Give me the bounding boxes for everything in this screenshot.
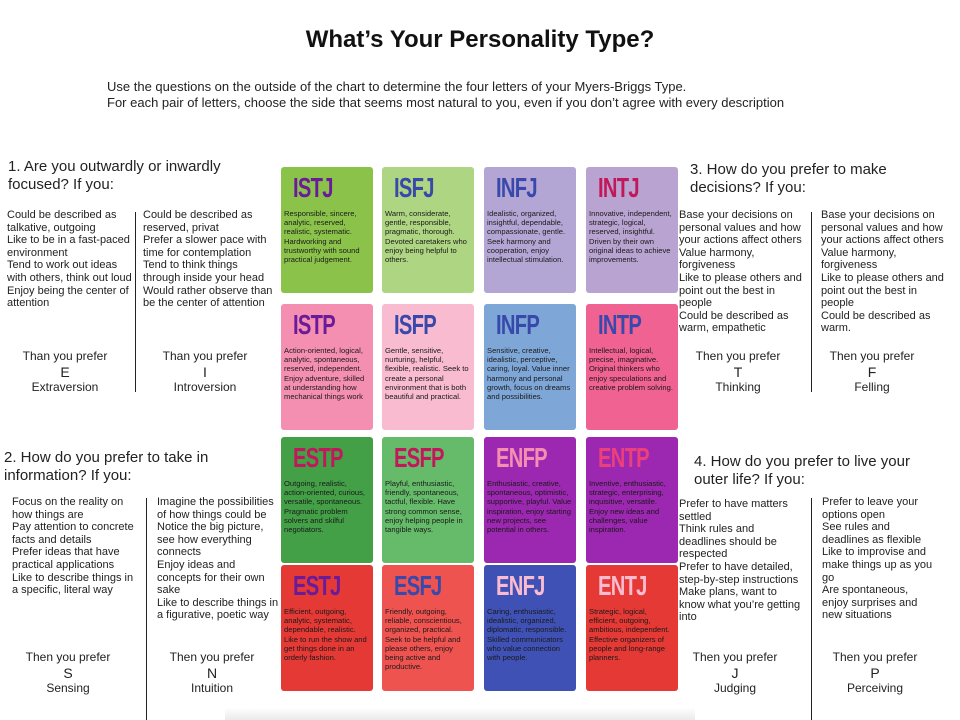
type-description: Playful, enthusiastic, friendly, spontaneous, tactful, flexible. Have strong common sense, enjoy helping people in tangible ways.	[385, 479, 463, 535]
q3-right-description: Base your decisions on personal values and how your actions affect others Value harmony, forgiveness Like to please others and point out the best in people Could be described as warm.	[821, 209, 944, 335]
type-description: Responsible, sincere, analytic, reserved, realistic, systematic. Hardworking and trustworthy with sound practical judgement.	[284, 209, 360, 265]
preference-letter: E	[60, 364, 70, 380]
preference-letter: S	[63, 665, 73, 681]
q1-right-preference	[145, 349, 265, 395]
type-card-infj	[484, 167, 576, 293]
preference-word: Judging	[713, 681, 757, 695]
type-description: Outgoing, realistic, action-oriented, curious, versatile, spontaneous. Pragmatic problem solvers and skilful negotiators.	[284, 479, 366, 535]
type-description: Efficient, outgoing, analytic, systematic, dependable, realistic. Like to run the show and get things done in an orderly fashion.	[284, 607, 367, 663]
type-code: ENTP	[598, 442, 649, 473]
q4-left-description: Prefer to have matters settled Think rules and deadlines should be respected Prefer to have detailed, step-by-step instructions Make plans, want to know what you’re getting into	[679, 498, 801, 624]
intro-text: Use the questions on the outside of the chart to determine the four letters of your Myers-Briggs Type. For each pair of letters, choose the side that seems most natural to you, even if you don’t agree with every description	[107, 79, 785, 110]
type-card-enfj	[484, 565, 576, 691]
q2-left-description: Focus on the reality on how things are Pay attention to concrete facts and details Prefer ideas that have practical applications Like to describe things in a specific, literal way	[12, 496, 134, 597]
preference-label: Than you prefer	[162, 349, 248, 363]
page-title: What’s Your Personality Type?	[305, 26, 655, 53]
q4-right-description: Prefer to leave your options open See rules and deadlines as flexible Like to improvise and make things up as you go Are spontaneous, enjoy surprises and new situations	[822, 496, 933, 622]
type-description: Innovative, independent, strategic, logical, reserved, insightful. Driven by their own original ideas to achieve improvements.	[589, 209, 672, 265]
preference-label: Than you prefer	[22, 349, 108, 363]
q2-right-description: Imagine the possibilities of how things could be Notice the big picture, see how everything connects Enjoy ideas and concepts for their own sake Like to describe things in a figurative, poetic way	[157, 496, 279, 622]
type-code: ISFJ	[394, 172, 434, 203]
type-card-estp	[281, 437, 373, 563]
question-1: 1. Are you outwardly or inwardly focused? If you:	[8, 158, 221, 193]
q4-left-preference	[675, 650, 795, 696]
type-description: Caring, enthusiastic, idealistic, organized, diplomatic, responsible. Skilled communicators who value connection with people.	[487, 607, 567, 663]
question-4: 4. How do you prefer to live your outer life? If you:	[694, 453, 910, 488]
preference-word: Extraversion	[31, 380, 99, 394]
q3-left-description: Base your decisions on personal values and how your actions affect others Value harmony, forgiveness Like to please others and point out the best in people Could be described as warm, empathetic	[679, 209, 802, 335]
type-card-istj	[281, 167, 373, 293]
type-card-estj	[281, 565, 373, 691]
type-description: Friendly, outgoing, reliable, conscientious, organized, practical. Seek to be helpful and please others, enjoy being active and productive.	[385, 607, 462, 672]
type-code: ISFP	[394, 309, 436, 340]
type-description: Intellectual, logical, precise, imaginative. Original thinkers who enjoy speculations and creative problem solving.	[589, 346, 673, 392]
type-description: Gentle, sensitive, nurturing, helpful, flexible, realistic. Seek to create a personal environment that is both beautiful and practical.	[385, 346, 469, 402]
type-code: INFJ	[496, 172, 537, 203]
type-code: ENFP	[496, 442, 547, 473]
type-description: Inventive, enthusiastic, strategic, enterprising, inquisitive, versatile. Enjoy new ideas and challenges, value inspiration.	[589, 479, 666, 535]
preference-letter: F	[867, 364, 877, 380]
q3-right-preference	[812, 349, 932, 395]
type-card-entp	[586, 437, 678, 563]
preference-label: Then you prefer	[169, 650, 255, 664]
q1-left-description: Could be described as talkative, outgoing Like to be in a fast-paced environment Tend to work out ideas with others, think out loud Enjoy being the center of attention	[7, 209, 132, 310]
page-bottom-edge	[225, 708, 695, 720]
q2-right-preference	[152, 650, 272, 696]
preference-letter: N	[206, 665, 218, 681]
q3-left-preference	[678, 349, 798, 395]
q1-right-description: Could be described as reserved, privat Prefer a slower pace with time for contemplation Tend to think things through inside your head Would rather observe than be the center of attention	[143, 209, 273, 310]
type-card-esfj	[382, 565, 474, 691]
preference-letter: J	[731, 665, 739, 681]
preference-label: Then you prefer	[829, 349, 915, 363]
preference-letter: I	[203, 364, 207, 380]
type-description: Enthusiastic, creative, spontaneous, optimistic, supportive, playful. Value inspiration, enjoy starting new projects, see potential in others.	[487, 479, 572, 535]
type-code: ISTP	[293, 309, 335, 340]
type-code: ESFJ	[394, 570, 442, 601]
type-card-isfj	[382, 167, 474, 293]
q4-divider	[811, 498, 812, 720]
preference-label: Then you prefer	[25, 650, 111, 664]
type-card-intj	[586, 167, 678, 293]
question-2: 2. How do you prefer to take in information? If you:	[4, 449, 209, 484]
type-code: ESTP	[293, 442, 343, 473]
type-description: Warm, considerate, gentle, responsible, pragmatic, thorough. Devoted caretakers who enjoy being helpful to others.	[385, 209, 467, 265]
type-code: ESFP	[394, 442, 444, 473]
type-code: ESTJ	[293, 570, 341, 601]
preference-letter: T	[733, 364, 743, 380]
preference-word: Introversion	[173, 380, 237, 394]
q4-right-preference	[815, 650, 935, 696]
preference-label: Then you prefer	[692, 650, 778, 664]
type-card-infp	[484, 304, 576, 430]
preference-word: Intuition	[190, 681, 234, 695]
preference-word: Sensing	[46, 681, 90, 695]
type-card-istp	[281, 304, 373, 430]
preference-word: Felling	[854, 380, 890, 394]
preference-word: Perceiving	[846, 681, 904, 695]
type-card-entj	[586, 565, 678, 691]
q2-divider	[146, 498, 147, 720]
preference-label: Then you prefer	[695, 349, 781, 363]
type-card-intp	[586, 304, 678, 430]
preference-label: Then you prefer	[832, 650, 918, 664]
type-card-esfp	[382, 437, 474, 563]
type-code: INTP	[598, 309, 642, 340]
q2-left-preference	[8, 650, 128, 696]
type-description: Action-oriented, logical, analytic, spontaneous, reserved, independent. Enjoy adventure, skilled at understanding how mechanical things work	[284, 346, 365, 402]
question-3: 3. How do you prefer to make decisions? If you:	[690, 161, 887, 196]
type-code: INFP	[496, 309, 540, 340]
type-code: ISTJ	[293, 172, 333, 203]
q1-left-preference	[5, 349, 125, 395]
type-code: ENFJ	[496, 570, 545, 601]
type-card-isfp	[382, 304, 474, 430]
type-code: INTJ	[598, 172, 639, 203]
q1-divider	[135, 212, 136, 392]
preference-word: Thinking	[715, 380, 761, 394]
preference-letter: P	[870, 665, 880, 681]
type-description: Strategic, logical, efficient, outgoing, ambitious, independent. Effective organizers of people and long-range planners.	[589, 607, 670, 663]
type-description: Sensitive, creative, idealistic, perceptive, caring, loyal. Value inner harmony and personal growth, focus on dreams and possibilities.	[487, 346, 571, 402]
type-card-enfp	[484, 437, 576, 563]
type-code: ENTJ	[598, 570, 647, 601]
type-description: Idealistic, organized, insightful, dependable, compassionate, gentle. Seek harmony and cooperation, enjoy intellectual stimulation.	[487, 209, 566, 265]
